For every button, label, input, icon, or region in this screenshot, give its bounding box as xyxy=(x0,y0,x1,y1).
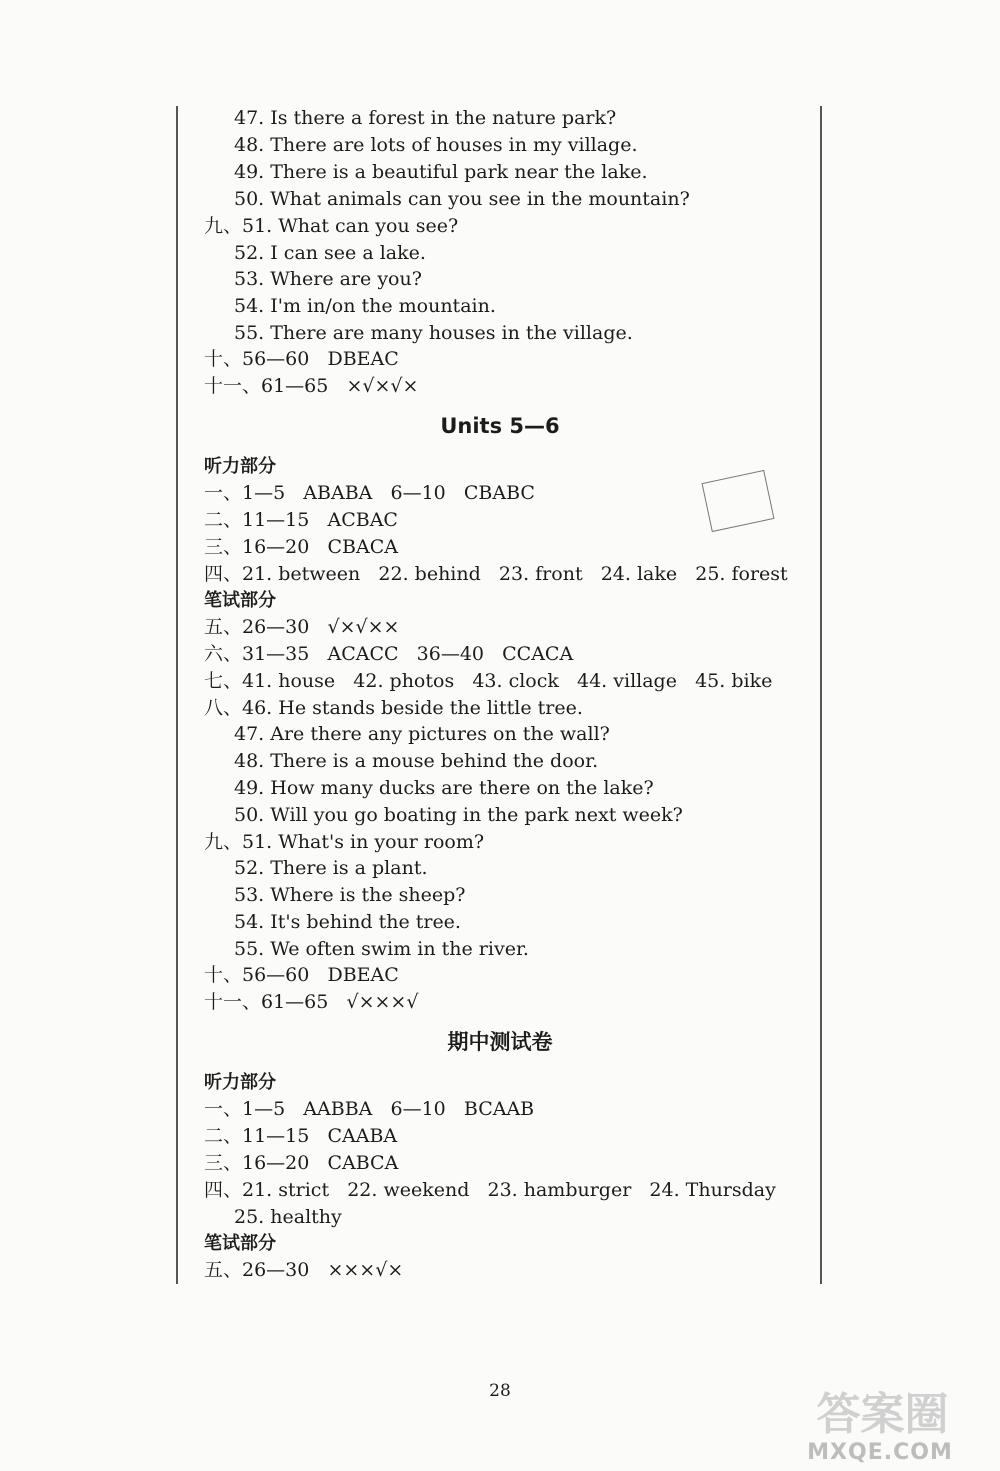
answer-line: 50. What animals can you see in the mountain? xyxy=(234,188,690,210)
watermark-logo: 答案圈 xyxy=(816,1389,949,1440)
answer-line: 七、41. house 42. photos 43. clock 44. village 45. bike xyxy=(204,670,773,692)
listening-label: 听力部分 xyxy=(204,456,276,477)
answer-line: 50. Will you go boating in the park next week? xyxy=(234,804,683,826)
section-heading-units: Units 5—6 xyxy=(440,414,560,438)
answer-line: 55. There are many houses in the village. xyxy=(234,322,633,344)
section-heading-midterm: 期中测试卷 xyxy=(447,1030,553,1054)
answer-line: 55. We often swim in the river. xyxy=(234,938,529,960)
answer-line: 四、21. strict 22. weekend 23. hamburger 24. Thursday xyxy=(204,1179,776,1201)
answer-line: 二、11—15 CAABA xyxy=(204,1125,398,1147)
answer-line: 25. healthy xyxy=(234,1206,342,1228)
answer-line: 49. There is a beautiful park near the lake. xyxy=(234,161,648,183)
left-margin-rule xyxy=(176,106,178,1284)
writing-label: 笔试部分 xyxy=(204,590,276,611)
page-number: 28 xyxy=(489,1381,511,1401)
answer-line: 十一、61—65 ×√×√× xyxy=(204,375,419,397)
answer-line: 九、51. What's in your room? xyxy=(204,831,485,853)
answer-line: 48. There is a mouse behind the door. xyxy=(234,750,599,772)
watermark xyxy=(760,1378,1000,1471)
answer-line: 十一、61—65 √×××√ xyxy=(204,991,419,1013)
answer-line: 十、56—60 DBEAC xyxy=(204,348,399,370)
answer-line: 六、31—35 ACACC 36—40 CCACA xyxy=(204,643,574,665)
answer-line: 三、16—20 CBACA xyxy=(204,536,398,558)
answer-line: 四、21. between 22. behind 23. front 24. lake 25. forest xyxy=(204,563,788,585)
watermark-site: MXQE.COM xyxy=(807,1440,953,1465)
answer-line: 十、56—60 DBEAC xyxy=(204,964,399,986)
answer-line: 八、46. He stands beside the little tree. xyxy=(204,697,583,719)
answer-line: 54. It's behind the tree. xyxy=(234,911,461,933)
answer-line: 54. I'm in/on the mountain. xyxy=(234,295,496,317)
answer-line: 53. Where is the sheep? xyxy=(234,884,466,906)
answer-line: 49. How many ducks are there on the lake? xyxy=(234,777,654,799)
stamp-icon xyxy=(702,470,775,532)
answer-line: 52. I can see a lake. xyxy=(234,242,426,264)
right-margin-rule xyxy=(820,106,822,1284)
answer-line: 五、26—30 ×××√× xyxy=(204,1259,404,1281)
answer-line: 48. There are lots of houses in my village. xyxy=(234,134,638,156)
answer-line: 47. Are there any pictures on the wall? xyxy=(234,723,610,745)
answer-line: 53. Where are you? xyxy=(234,268,422,290)
answer-line: 二、11—15 ACBAC xyxy=(204,509,398,531)
answer-line: 三、16—20 CABCA xyxy=(204,1152,399,1174)
answer-line: 47. Is there a forest in the nature park? xyxy=(234,107,617,129)
answer-line: 一、1—5 ABABA 6—10 CBABC xyxy=(204,482,535,504)
listening-label: 听力部分 xyxy=(204,1072,276,1093)
answer-line: 52. There is a plant. xyxy=(234,857,428,879)
answer-line: 一、1—5 AABBA 6—10 BCAAB xyxy=(204,1098,535,1120)
answer-line: 五、26—30 √×√×× xyxy=(204,616,400,638)
answer-line: 九、51. What can you see? xyxy=(204,215,459,237)
writing-label: 笔试部分 xyxy=(204,1233,276,1254)
